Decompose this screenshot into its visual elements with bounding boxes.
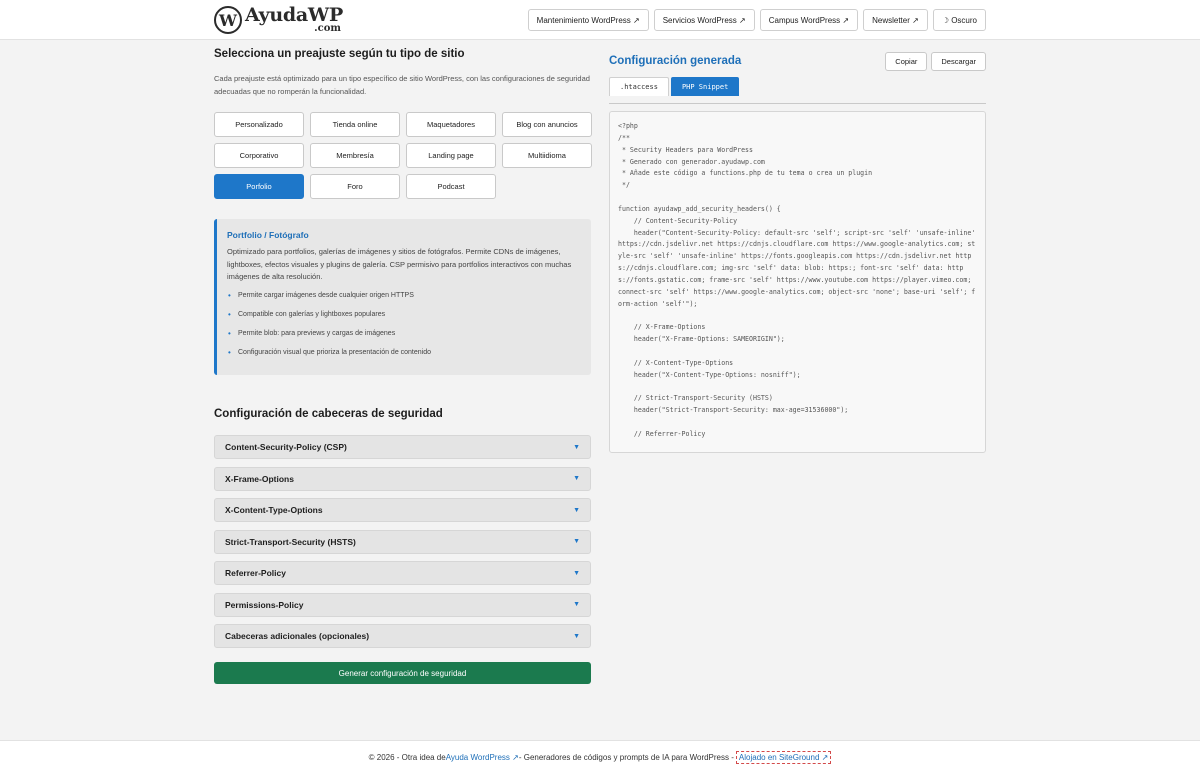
headers-accordion [214, 435, 591, 656]
preset-info-title: Portfolio / Fotógrafo [227, 230, 309, 240]
logo-main-text: AyudaWP [245, 4, 343, 26]
preset-grid [214, 112, 591, 199]
accordion-label: Strict-Transport-Security (HSTS) [225, 536, 356, 547]
nav-campus[interactable]: Campus WordPress ↗ [760, 9, 858, 31]
footer-prefix: © 2026 - Otra idea de [368, 752, 446, 762]
list-item: • Compatible con galerías y lightboxes populares [227, 311, 581, 319]
output-title: Configuración generada [609, 55, 742, 67]
code-output[interactable] [609, 111, 986, 453]
accordion-label: X-Content-Type-Options [225, 505, 323, 515]
preset-corporativo[interactable]: Corporativo [214, 143, 304, 168]
preset-foro[interactable]: Foro [310, 174, 400, 199]
preset-multiidioma[interactable]: Multiidioma [502, 143, 592, 168]
accordion-label: Content-Security-Policy (CSP) [225, 442, 347, 452]
accordion-label: Permissions-Policy [225, 599, 304, 610]
footer-hosting-link[interactable]: Alojado en SiteGround ↗ [736, 751, 831, 764]
preset-info-box [214, 219, 591, 375]
site-logo[interactable] [214, 5, 343, 35]
tab-htaccess[interactable]: .htaccess [609, 77, 669, 96]
accordion-additional-headers[interactable] [214, 624, 591, 648]
chevron-down-icon: ▼ [573, 475, 580, 482]
presets-title: Selecciona un preajuste según tu tipo de sitio [214, 48, 465, 60]
list-item: • Permite blob: para previews y cargas de imágenes [227, 330, 581, 338]
accordion-permissions-policy[interactable] [214, 593, 591, 617]
output-actions [885, 52, 986, 71]
footer-middle: - Generadores de códigos y prompts de IA para WordPress - [518, 752, 734, 762]
preset-blog-con-anuncios[interactable]: Blog con anuncios [502, 112, 592, 137]
accordion-x-frame-options[interactable] [214, 467, 591, 491]
preset-porfolio[interactable]: Porfolio [214, 174, 304, 199]
preset-maquetadores[interactable]: Maquetadores [406, 112, 496, 137]
accordion-referrer-policy[interactable] [214, 561, 591, 585]
presets-description: Cada preajuste está optimizado para un tipo específico de sitio WordPress, con las configuraciones de seguridad adecuadas que no romperán la funcionalidad. [214, 74, 590, 96]
tab-php-snippet[interactable]: PHP Snippet [671, 77, 739, 96]
accordion-hsts[interactable] [214, 530, 591, 554]
preset-personalizado[interactable]: Personalizado [214, 112, 304, 137]
logo-sub-text: .com [314, 23, 341, 34]
accordion-label: Cabeceras adicionales (opcionales) [225, 631, 370, 641]
preset-info-list [227, 292, 581, 357]
accordion-label: Referrer-Policy [225, 568, 286, 578]
chevron-down-icon: ▼ [573, 601, 580, 608]
download-button[interactable]: Descargar [931, 52, 986, 71]
code-text: <?php /** * Security Headers para WordPress * Generado con generador.ayudawp.com * Añade este código a functions.php de tu tema o crea un plugin */ function ayudawp_add_security_headers() { // Content-Security-Policy header("Content-Security-Policy: default-src 'self'; script-src 'self' 'unsafe-inline' https://cdn.jsdelivr.net https://cdnjs.cloudflare.com https://www.google-analytics.com; style-src 'self' 'unsafe-inline' https://fonts.googleapis.com https://cdn.jsdelivr.net https://cdnjs.cloudflare.com; img-src 'self' data: blob: https:; font-src 'self' data: https://fonts.gstatic.com; frame-src 'self' https://www.youtube.com https://player.vimeo.com; connect-src 'self' https://www.google-analytics.com; object-src 'none'; base-uri 'self'; form-action 'self'"); // X-Frame-Options header("X-Frame-Options: SAMEORIGIN"); // X-Content-Type-Options header("X-Content-Type-Options: nosniff"); // Strict-Transport-Security (HSTS) header("Strict-Transport-Security: max-age=31536000"); // Referrer-Policy [618, 122, 976, 438]
site-footer [0, 740, 1200, 773]
accordion-csp[interactable] [214, 435, 591, 459]
chevron-down-icon: ▼ [573, 443, 580, 451]
preset-landing-page[interactable]: Landing page [406, 143, 496, 168]
nav-mantenimiento[interactable]: Mantenimiento WordPress ↗ [528, 9, 649, 31]
output-tabs [609, 77, 739, 96]
chevron-down-icon: ▼ [573, 538, 580, 545]
headers-section-title: Configuración de cabeceras de seguridad [214, 408, 443, 420]
list-item: • Configuración visual que prioriza la presentación de contenido [227, 349, 581, 357]
chevron-down-icon: ▼ [573, 632, 580, 640]
preset-tienda-online[interactable]: Tienda online [310, 112, 400, 137]
top-nav [528, 9, 986, 31]
tab-divider [609, 103, 986, 104]
copy-button[interactable]: Copiar [885, 52, 927, 71]
preset-podcast[interactable]: Podcast [406, 174, 496, 199]
site-header [0, 0, 1200, 40]
footer-brand-link[interactable]: Ayuda WordPress ↗ [445, 752, 519, 762]
chevron-down-icon: ▼ [573, 569, 580, 577]
nav-newsletter[interactable]: Newsletter ↗ [863, 9, 928, 31]
accordion-label: X-Frame-Options [225, 473, 294, 484]
nav-servicios[interactable]: Servicios WordPress ↗ [654, 9, 755, 31]
presets-section [214, 48, 591, 375]
accordion-x-content-type-options[interactable] [214, 498, 591, 522]
wordpress-logo-icon: W [214, 6, 242, 34]
preset-info-description: Optimizado para portfolios, galerías de imágenes y sitios de fotógrafos. Permite CDNs de imágenes, lightboxes, efectos visuales y plugins de galería. CSP permisivo para portfolios interactivos con muchas imágenes de alta resolución. [227, 247, 572, 281]
list-item: • Permite cargar imágenes desde cualquier origen HTTPS [227, 292, 581, 300]
chevron-down-icon: ▼ [573, 506, 580, 514]
dark-mode-toggle[interactable]: ☽ Oscuro [933, 9, 986, 31]
generate-config-button[interactable]: Generar configuración de seguridad [214, 662, 591, 684]
preset-membresia[interactable]: Membresía [310, 143, 400, 168]
